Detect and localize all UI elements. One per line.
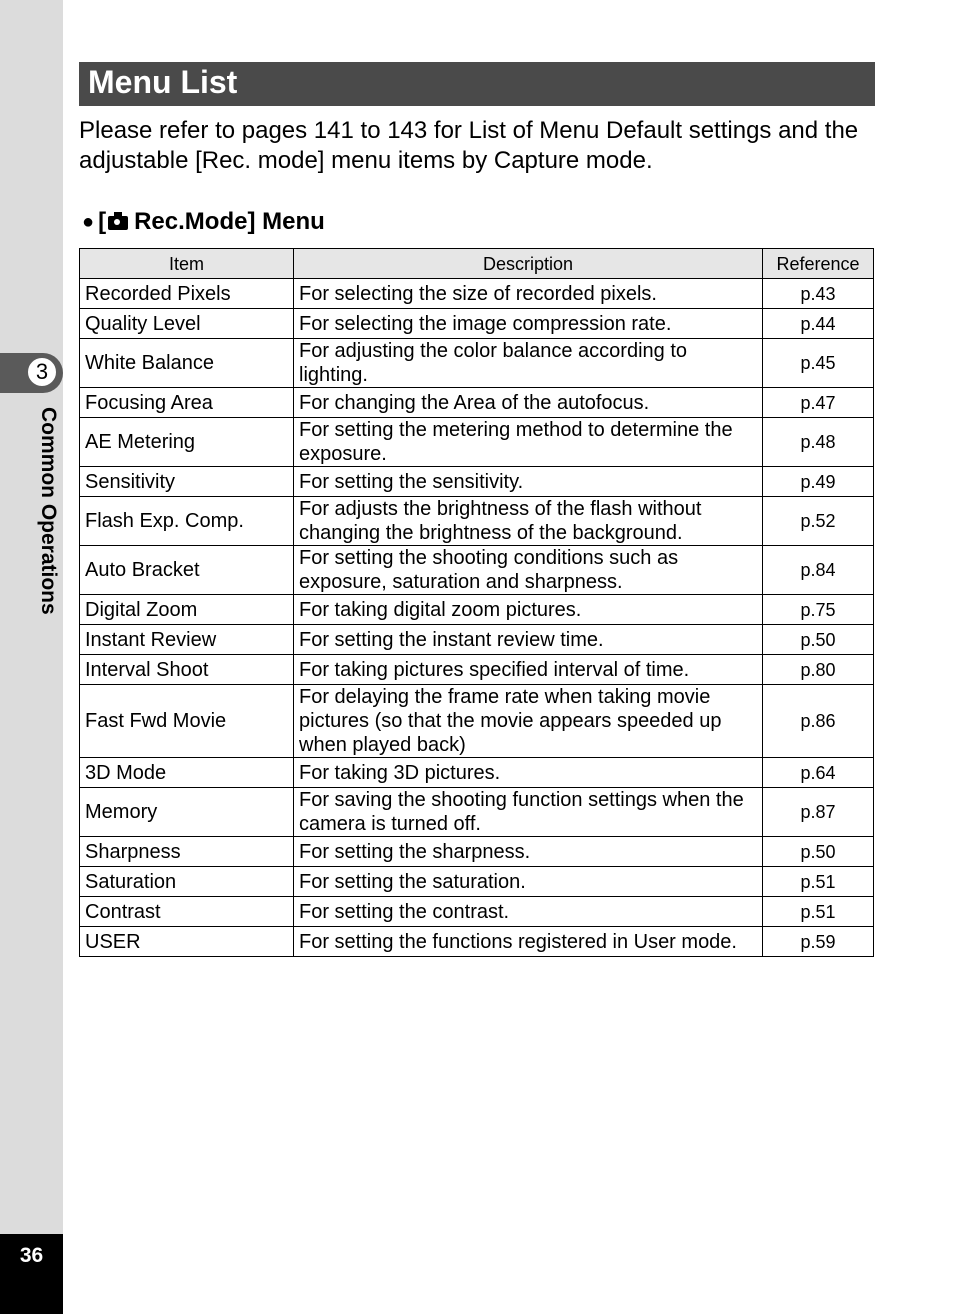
cell-reference: p.59: [763, 927, 874, 957]
cell-item: White Balance: [80, 339, 294, 388]
cell-item: Sensitivity: [80, 467, 294, 497]
cell-description: For saving the shooting function settings when the camera is turned off.: [294, 788, 763, 837]
cell-item: Auto Bracket: [80, 546, 294, 595]
cell-description: For taking 3D pictures.: [294, 758, 763, 788]
cell-reference: p.84: [763, 546, 874, 595]
cell-reference: p.43: [763, 279, 874, 309]
cell-reference: p.80: [763, 655, 874, 685]
cell-description: For selecting the size of recorded pixels.: [294, 279, 763, 309]
cell-item: Sharpness: [80, 837, 294, 867]
cell-item: AE Metering: [80, 418, 294, 467]
cell-item: Focusing Area: [80, 388, 294, 418]
cell-description: For setting the shooting conditions such as exposure, saturation and sharpness.: [294, 546, 763, 595]
cell-reference: p.87: [763, 788, 874, 837]
cell-item: Saturation: [80, 867, 294, 897]
cell-item: Contrast: [80, 897, 294, 927]
cell-reference: p.48: [763, 418, 874, 467]
cell-reference: p.44: [763, 309, 874, 339]
cell-description: For taking digital zoom pictures.: [294, 595, 763, 625]
cell-description: For setting the sensitivity.: [294, 467, 763, 497]
cell-item: Interval Shoot: [80, 655, 294, 685]
table-row: [80, 758, 874, 788]
table-row: [80, 497, 874, 546]
section-heading: [82, 208, 325, 236]
chapter-title: Common Operations: [37, 407, 60, 615]
table-row: [80, 467, 874, 497]
table-row: [80, 788, 874, 837]
cell-description: For selecting the image compression rate.: [294, 309, 763, 339]
cell-description: For setting the sharpness.: [294, 837, 763, 867]
cell-description: For taking pictures specified interval of time.: [294, 655, 763, 685]
page-title: Menu List: [88, 64, 238, 100]
page-number: 36: [19, 1244, 44, 1267]
table-row: [80, 927, 874, 957]
cell-description: For setting the functions registered in User mode.: [294, 927, 763, 957]
table-row: [80, 279, 874, 309]
cell-reference: p.47: [763, 388, 874, 418]
camera-icon: [108, 216, 128, 230]
cell-description: For setting the instant review time.: [294, 625, 763, 655]
table-row: [80, 837, 874, 867]
chapter-number: 3: [26, 356, 58, 388]
cell-item: Flash Exp. Comp.: [80, 497, 294, 546]
table-row: [80, 655, 874, 685]
table-row: [80, 685, 874, 758]
cell-item: Fast Fwd Movie: [80, 685, 294, 758]
cell-reference: p.50: [763, 837, 874, 867]
cell-item: Instant Review: [80, 625, 294, 655]
cell-reference: p.45: [763, 339, 874, 388]
table-row: [80, 625, 874, 655]
cell-reference: p.50: [763, 625, 874, 655]
table-row: [80, 897, 874, 927]
intro-paragraph: Please refer to pages 141 to 143 for List of Menu Default settings and the adjustable [Rec. mode] menu items by Capture mode.: [79, 117, 859, 174]
table-row: [80, 546, 874, 595]
side-strip: [0, 0, 63, 1314]
table-row: [80, 339, 874, 388]
table-row: [80, 388, 874, 418]
table-row: [80, 595, 874, 625]
cell-description: For adjusts the brightness of the flash without changing the brightness of the background.: [294, 497, 763, 546]
cell-item: USER: [80, 927, 294, 957]
cell-reference: p.64: [763, 758, 874, 788]
cell-description: For setting the metering method to determine the exposure.: [294, 418, 763, 467]
cell-reference: p.86: [763, 685, 874, 758]
cell-reference: p.49: [763, 467, 874, 497]
cell-item: 3D Mode: [80, 758, 294, 788]
cell-description: For setting the contrast.: [294, 897, 763, 927]
cell-item: Quality Level: [80, 309, 294, 339]
cell-description: For delaying the frame rate when taking movie pictures (so that the movie appears speeded up when played back): [294, 685, 763, 758]
cell-description: For changing the Area of the autofocus.: [294, 388, 763, 418]
table-row: [80, 309, 874, 339]
header-reference: Reference: [763, 249, 874, 279]
table-row: [80, 867, 874, 897]
section-label: Rec.Mode] Menu: [134, 208, 325, 235]
bullet-icon: ●: [82, 210, 95, 233]
menu-table: [79, 248, 874, 957]
cell-description: For setting the saturation.: [294, 867, 763, 897]
cell-item: Memory: [80, 788, 294, 837]
cell-description: For adjusting the color balance according to lighting.: [294, 339, 763, 388]
cell-reference: p.51: [763, 867, 874, 897]
cell-item: Digital Zoom: [80, 595, 294, 625]
header-description: Description: [294, 249, 763, 279]
table-row: [80, 418, 874, 467]
header-item: Item: [80, 249, 294, 279]
section-bracket: [: [98, 208, 107, 235]
table-header-row: [80, 249, 874, 279]
cell-reference: p.51: [763, 897, 874, 927]
cell-reference: p.75: [763, 595, 874, 625]
cell-item: Recorded Pixels: [80, 279, 294, 309]
cell-reference: p.52: [763, 497, 874, 546]
